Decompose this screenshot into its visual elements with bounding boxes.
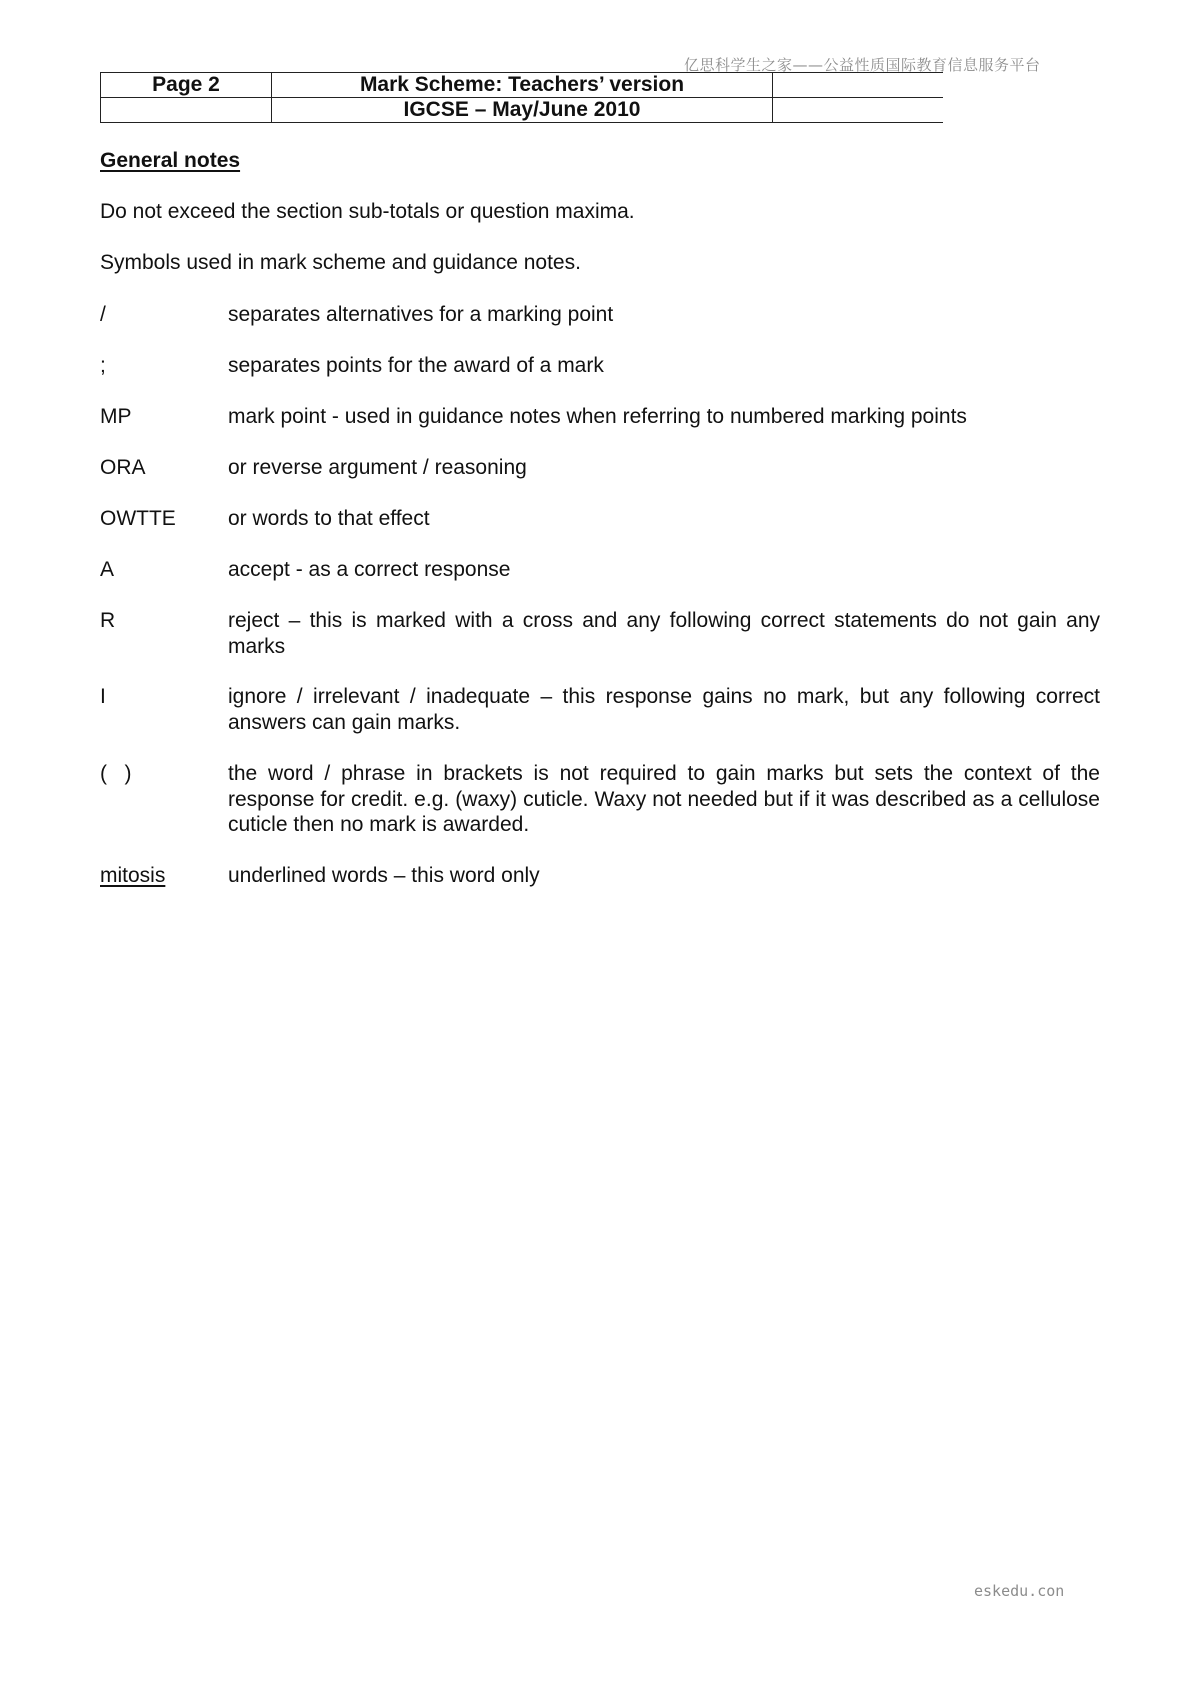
intro-paragraph: Symbols used in mark scheme and guidance notes. <box>100 251 581 274</box>
symbol-description: mark point - used in guidance notes when referring to numbered marking points <box>228 405 967 428</box>
symbol: MP <box>100 405 132 428</box>
symbol: R <box>100 609 116 632</box>
symbol-description: separates alternatives for a marking point <box>228 303 614 326</box>
header-empty-cell <box>773 98 944 123</box>
symbol-description: ignore / irrelevant / inadequate – this response gains no mark, but any following correct answers can gain marks. <box>228 685 1100 734</box>
symbol-description: the word / phrase in brackets is not required to gain marks but sets the context of the response for credit. e.g. (waxy) cuticle. Waxy not needed but if it was described as a cellulose cuticle then no mark is awarded. <box>228 762 1100 836</box>
symbol-description: reject – this is marked with a cross and any following correct statements do not gain any marks <box>228 609 1100 658</box>
symbol: OWTTE <box>100 507 176 530</box>
header-empty-cell <box>773 73 944 98</box>
symbol: ( ) <box>100 762 132 785</box>
symbol: A <box>100 558 115 581</box>
watermark-bottom-text: eskedu.con <box>974 1582 1065 1600</box>
symbol: ; <box>100 354 106 377</box>
symbol: ORA <box>100 456 146 479</box>
header-page-number: Page 2 <box>101 73 272 98</box>
symbol-description: separates points for the award of a mark <box>228 354 604 377</box>
watermark-top-text: 亿思科学生之家——公益性质国际教育信息服务平台 <box>684 56 1041 74</box>
symbol-description: or reverse argument / reasoning <box>228 456 527 479</box>
header-title: Mark Scheme: Teachers’ version <box>272 73 773 98</box>
symbol-description: accept - as a correct response <box>228 558 511 581</box>
header-exam: IGCSE – May/June 2010 <box>272 98 773 123</box>
symbol: mitosis <box>100 864 166 887</box>
section-title: General notes <box>100 149 241 172</box>
symbol: / <box>100 303 106 326</box>
symbol-description: or words to that effect <box>228 507 430 530</box>
symbol-description: underlined words – this word only <box>228 864 540 887</box>
header-empty-cell <box>101 98 272 123</box>
intro-paragraph: Do not exceed the section sub-totals or question maxima. <box>100 200 635 223</box>
header-table <box>100 72 943 123</box>
symbol: I <box>100 685 106 708</box>
